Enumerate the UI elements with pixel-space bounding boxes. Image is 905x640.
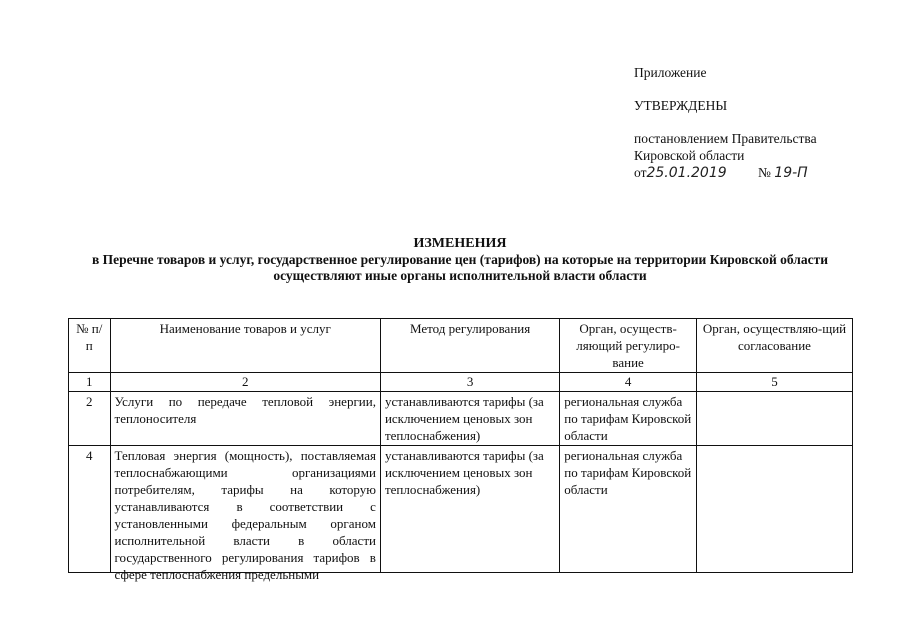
column-number: 4 (560, 373, 697, 392)
row-approver (696, 392, 852, 446)
row-method: устанавливаются тарифы (за исключением ценовых зон теплоснабжения) (380, 446, 559, 573)
decree-line-2: Кировской области (634, 148, 745, 163)
table-row (69, 392, 853, 446)
row-number: 2 (69, 392, 111, 446)
approved-label: УТВЕРЖДЕНЫ (634, 98, 728, 113)
changes-table (68, 318, 853, 582)
row-regulator: региональная служба по тарифам Кировской области (560, 392, 697, 446)
title-heading: ИЗМЕНЕНИЯ (413, 236, 507, 251)
row-regulator: региональная служба по тарифам Кировской области (560, 446, 697, 573)
row-method: устанавливаются тарифы (за исключением ценовых зон теплоснабжения) (380, 392, 559, 446)
header-number: № п/п (69, 319, 111, 373)
column-number: 1 (69, 373, 111, 392)
number-prefix: № (758, 165, 771, 180)
handwritten-number: 19-П (774, 165, 808, 181)
column-number: 3 (380, 373, 559, 392)
column-number-row (69, 373, 853, 392)
title-subtitle: в Перечне товаров и услуг, государственное регулирование цен (тарифов) на которые на территории Кировской области осуществляют иные органы исполнительной власти области (91, 252, 829, 283)
header-approver: Орган, осуществляю-щий согласование (696, 319, 852, 373)
decree-line-1: постановлением Правительства (634, 131, 817, 146)
decree-date-line (634, 164, 817, 182)
table-row (69, 446, 853, 573)
attachment-label: Приложение (634, 65, 707, 80)
header-method: Метод регулирования (380, 319, 559, 373)
header-goods-services: Наименование товаров и услуг (110, 319, 380, 373)
table-header-row (69, 319, 853, 373)
column-number: 2 (110, 373, 380, 392)
approval-block (634, 64, 817, 182)
row-goods-services-text: Тепловая энергия (мощность), поставляемая теплоснабжающими организациями потребителям, тарифы на которую устанавливаются в соответствии с установленными федеральным органом исполнительной власти в области государственного регулирования тарифов в сфере теплоснабжения предельными (114, 448, 376, 582)
row-goods-services (110, 446, 380, 582)
row-number: 4 (69, 446, 111, 573)
row-approver (696, 446, 852, 573)
handwritten-date: 25.01.2019 (646, 165, 727, 181)
row-goods-services: Услуги по передаче тепловой энергии, теплоносителя (110, 392, 380, 446)
document-title (60, 236, 860, 284)
column-number: 5 (696, 373, 852, 392)
header-regulator: Орган, осуществ-ляющий регулиро-вание (560, 319, 697, 373)
date-prefix: от (634, 165, 647, 180)
